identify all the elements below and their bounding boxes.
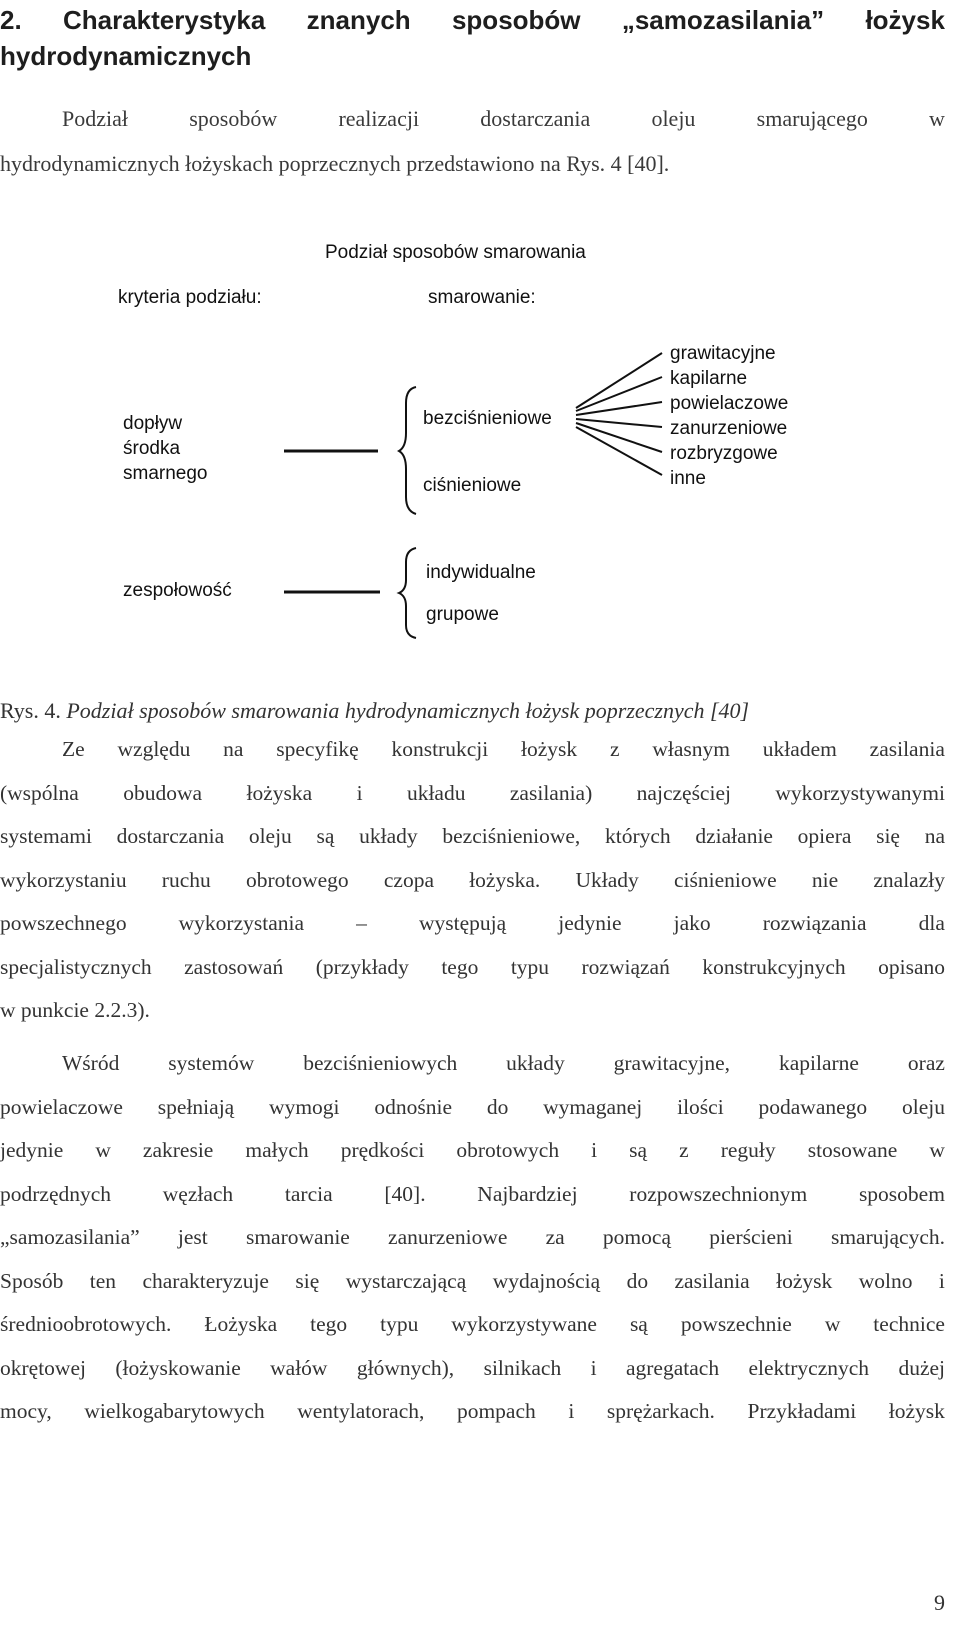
word: oleju (248, 824, 292, 848)
heading-word: znanych (306, 5, 411, 35)
word: rozwiązań (581, 954, 670, 979)
word: Wśród (62, 1051, 120, 1075)
word: i (568, 1399, 575, 1423)
word: smarujących. (830, 1225, 945, 1249)
criterion-1-line: smarnego (123, 463, 208, 484)
heading-row-2: hydrodynamicznych (0, 41, 252, 71)
word: stosowane (807, 1138, 898, 1162)
intro-word: oleju (651, 106, 696, 131)
word: specjalistycznych (0, 954, 152, 979)
word: [40]. (384, 1181, 426, 1206)
word: występują (418, 911, 507, 935)
word: (przykłady (315, 954, 409, 979)
text-line (0, 1390, 945, 1434)
word: w (824, 1312, 841, 1336)
word: spełniają (157, 1094, 235, 1119)
word: okrętowej (0, 1355, 86, 1380)
word: w (929, 1138, 945, 1162)
word: „samozasilania” (0, 1225, 140, 1249)
word: oraz (907, 1051, 945, 1075)
word: jedynie (0, 1138, 64, 1162)
word: najczęściej (636, 780, 731, 805)
word: zanurzeniowe (388, 1225, 508, 1249)
word: wykorzystania (178, 911, 305, 935)
word: z (609, 737, 620, 761)
word: wielkogabarytowych (84, 1399, 265, 1423)
word: podawanego (758, 1094, 868, 1119)
fan-line (576, 423, 662, 452)
word: się (876, 824, 900, 848)
fan-line (576, 427, 662, 475)
text-line (0, 772, 945, 816)
word: grawitacyjne, (613, 1051, 731, 1075)
word: ciśnieniowe (673, 867, 777, 892)
word: tarcia (284, 1181, 333, 1206)
option-group: grupowe (426, 604, 499, 625)
text-line (0, 1303, 945, 1347)
word: wentylatorach, (297, 1399, 425, 1423)
page-number: 9 (934, 1590, 945, 1615)
brace-icon (399, 548, 416, 638)
word: się (295, 1268, 320, 1293)
word: wykorzystywane (451, 1312, 597, 1336)
word: na (924, 824, 945, 848)
caption-label: Rys. 4. (0, 698, 61, 723)
word: łożysk (521, 737, 578, 761)
word: średnioobrotowych. (0, 1312, 172, 1336)
word: (wspólna (0, 780, 79, 805)
word: technice (873, 1312, 945, 1336)
word: Łożyska (204, 1312, 278, 1336)
word: bezciśnieniowe, (442, 824, 581, 848)
word: wolno (858, 1268, 913, 1293)
intro-word: smarującego (756, 106, 868, 131)
method-header: smarowanie: (428, 287, 536, 308)
word: konstrukcji (391, 737, 489, 761)
word: własnym (652, 737, 730, 761)
intro-line-2: hydrodynamicznych łożyskach poprzecznych przedstawiono na Rys. 4 [40]. (0, 151, 670, 176)
text-line: w punkcie 2.2.3). (0, 998, 150, 1022)
word: wymogi (269, 1094, 340, 1119)
word: łożyska. (469, 867, 541, 892)
caption-text: Podział sposobów smarowania hydrodynamicznych łożysk poprzecznych [40] (66, 698, 750, 723)
word: obrotowych (456, 1138, 560, 1162)
word: głównych), (356, 1355, 455, 1380)
word: łożyska (246, 780, 313, 805)
word: wykorzystaniu (0, 867, 127, 892)
text-line (0, 815, 945, 859)
criterion-2: zespołowość (123, 580, 232, 601)
word: opisano (878, 954, 945, 979)
word: Przykładami (747, 1399, 857, 1423)
word: ten (89, 1268, 117, 1293)
word: opiera (797, 824, 852, 848)
word: wałów (270, 1355, 328, 1380)
word: zasilania (869, 737, 945, 761)
subtype: rozbryzgowe (670, 443, 778, 464)
word: kapilarne (778, 1051, 859, 1075)
word: prędkości (340, 1138, 425, 1162)
word: wymaganej (543, 1094, 643, 1119)
word: pomocą (602, 1225, 671, 1249)
word: łożysk (776, 1268, 833, 1293)
subtype: powielaczowe (670, 393, 789, 414)
word: znalazły (873, 867, 945, 892)
word: sposobem (858, 1181, 945, 1206)
word: ilości (677, 1094, 724, 1119)
word: i (591, 1138, 598, 1162)
word: (łożyskowanie (115, 1355, 241, 1380)
paragraph-2 (0, 1042, 945, 1434)
word: jedynie (558, 911, 622, 935)
word: zastosowań (184, 954, 284, 979)
text-line (0, 1086, 945, 1130)
word: tego (310, 1312, 348, 1336)
word: wykorzystywanymi (775, 780, 945, 805)
word: Sposób (0, 1268, 64, 1293)
text-line (0, 1042, 945, 1086)
word: i (938, 1268, 945, 1293)
criterion-1-line: dopływ (123, 413, 183, 434)
word: jako (673, 911, 711, 935)
intro-word: dostarczania (480, 106, 591, 131)
word: zasilania) (509, 780, 593, 805)
word: ruchu (161, 867, 211, 892)
word: typu (510, 954, 550, 979)
fan-line (576, 353, 662, 408)
word: charakteryzuje (142, 1268, 269, 1293)
heading-word: „samozasilania” (621, 5, 825, 35)
diagram-title: Podział sposobów smarowania (325, 242, 586, 263)
criteria-header: kryteria podziału: (118, 287, 262, 308)
word: silnikach (483, 1355, 562, 1380)
option-individual: indywidualne (426, 562, 536, 583)
word: podrzędnych (0, 1181, 112, 1206)
intro-word: w (929, 106, 945, 131)
lubrication-diagram (0, 225, 960, 655)
subtype: zanurzeniowe (670, 418, 788, 439)
subtype: inne (670, 468, 706, 489)
word: systemów (168, 1051, 255, 1075)
text-line (0, 859, 945, 903)
word: tego (441, 954, 479, 979)
intro-word: sposobów (189, 106, 278, 131)
word: są (316, 824, 335, 848)
fan-line (576, 402, 662, 415)
word: rozwiązania (762, 911, 867, 935)
word: typu (380, 1312, 419, 1336)
heading-word: 2. (0, 5, 22, 35)
word: oleju (902, 1094, 945, 1119)
word: czopa (383, 867, 434, 892)
word: Układy (575, 867, 639, 892)
word: pompach (456, 1399, 536, 1423)
word: agregatach (625, 1355, 720, 1380)
word: specyfikę (276, 737, 359, 761)
heading-word: łożysk (865, 5, 945, 35)
text-line (0, 728, 945, 772)
word: – (356, 911, 367, 935)
paragraph-1 (0, 728, 945, 1033)
word: są (629, 1312, 648, 1336)
option-pressure: ciśnieniowe (423, 475, 522, 496)
word: węzłach (162, 1181, 234, 1206)
word: których (604, 824, 671, 848)
word: zakresie (142, 1138, 214, 1162)
subtype: kapilarne (670, 368, 748, 389)
heading-row-1 (0, 2, 945, 38)
option-pressureless: bezciśnieniowe (423, 408, 552, 429)
intro-word: realizacji (338, 106, 420, 131)
word: układy (506, 1051, 565, 1075)
word: są (629, 1138, 648, 1162)
text-line (0, 902, 945, 946)
intro-line-1 (0, 96, 945, 141)
text-line (0, 1173, 945, 1217)
text-line (0, 1347, 945, 1391)
word: za (545, 1225, 565, 1249)
word: systemami (0, 824, 92, 848)
word: bezciśnieniowych (303, 1051, 458, 1075)
word: obrotowego (245, 867, 349, 892)
word: powszechnego (0, 911, 127, 935)
text-line (0, 1216, 945, 1260)
word: wydajnością (492, 1268, 601, 1293)
word: mocy, (0, 1399, 52, 1423)
word: na (223, 737, 244, 761)
word: nie (811, 867, 839, 892)
word: układu (406, 780, 466, 805)
word: konstrukcyjnych (702, 954, 846, 979)
fan-line (576, 377, 662, 411)
word: smarowanie (245, 1225, 350, 1249)
text-line (0, 1260, 945, 1304)
fan-line (576, 419, 662, 427)
word: małych (245, 1138, 309, 1162)
word: działanie (695, 824, 773, 848)
word: łożysk (888, 1399, 945, 1423)
word: w (95, 1138, 111, 1162)
intro-word: Podział (62, 106, 128, 131)
word: zasilania (674, 1268, 750, 1293)
heading-word: sposobów (451, 5, 581, 35)
subtype: grawitacyjne (670, 343, 776, 364)
word: reguły (720, 1138, 776, 1162)
word: pierścieni (709, 1225, 793, 1249)
word: rozpowszechnionym (629, 1181, 808, 1206)
word: obudowa (123, 780, 203, 805)
word: układem (762, 737, 837, 761)
word: i (356, 780, 363, 805)
word: i (590, 1355, 597, 1380)
word: sprężarkach. (606, 1399, 715, 1423)
word: do (486, 1094, 509, 1119)
section-heading (0, 2, 945, 74)
word: powszechnie (680, 1312, 792, 1336)
intro-paragraph (0, 96, 945, 186)
word: Najbardziej (477, 1181, 578, 1206)
word: jest (177, 1225, 208, 1249)
word: z (679, 1138, 689, 1162)
word: dużej (898, 1355, 945, 1380)
word: powielaczowe (0, 1094, 123, 1119)
text-line (0, 1129, 945, 1173)
word: wystarczającą (345, 1268, 467, 1293)
fan-lines (576, 353, 662, 475)
word: względu (117, 737, 191, 761)
word: odnośnie (374, 1094, 452, 1119)
criterion-1-line: środka (123, 438, 181, 459)
brace-icon (399, 387, 416, 514)
word: dostarczania (116, 824, 225, 848)
text-line (0, 946, 945, 990)
word: układy (359, 824, 418, 848)
word: dla (918, 911, 945, 935)
word: Ze (62, 737, 85, 761)
heading-word: Charakterystyka (62, 5, 266, 35)
word: do (626, 1268, 649, 1293)
figure-caption (0, 698, 749, 724)
word: elektrycznych (748, 1355, 870, 1380)
